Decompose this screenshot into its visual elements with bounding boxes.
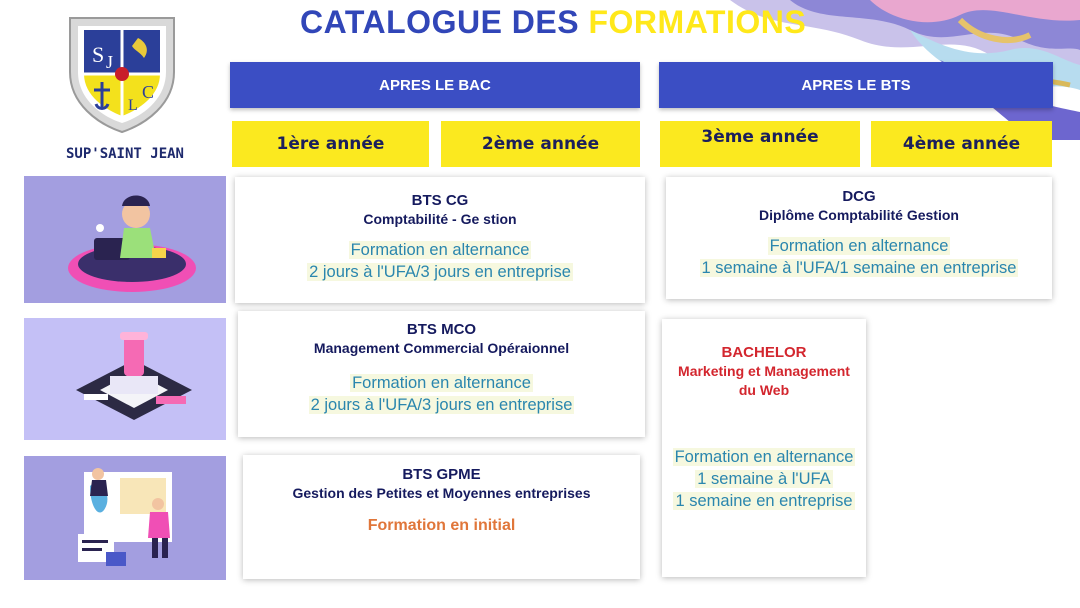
illustration-person-laptop — [24, 176, 226, 303]
card-bts-cg — [235, 177, 645, 303]
card-subtitle: du Web — [738, 382, 790, 398]
card-info-line: 1 semaine en entreprise — [675, 492, 853, 510]
card-dcg — [666, 177, 1052, 299]
header-apres-le-bts: APRES LE BTS — [659, 62, 1053, 108]
illustration-shopping-platform — [24, 318, 226, 440]
card-subtitle: Comptabilité - Ge stion — [363, 211, 517, 227]
year-label-2: 2ème année — [441, 121, 640, 167]
card-title: BTS MCO — [406, 321, 477, 338]
card-bts-gpme — [243, 455, 640, 579]
card-subtitle: Gestion des Petites et Moyennes entreprises — [292, 485, 591, 501]
brand-name: SUP'SAINT JEAN — [65, 146, 184, 162]
illustration-web-design — [24, 456, 226, 580]
card-info-line: 2 jours à l'UFA/3 jours en entreprise — [309, 263, 571, 281]
school-crest-logo — [66, 12, 178, 136]
page-title: CATALOGUE DES FORMATIONS — [300, 4, 807, 40]
card-title: BACHELOR — [721, 344, 807, 361]
year-label-1: 1ère année — [232, 121, 429, 167]
header-apres-le-bac: APRES LE BAC — [230, 62, 640, 108]
card-bts-mco — [238, 311, 645, 437]
card-info-line: Formation en alternance — [352, 374, 531, 392]
logo-letter-l: L — [128, 97, 138, 114]
logo-letter-s: S — [92, 42, 105, 67]
card-info-line: Formation en alternance — [769, 237, 949, 255]
card-info-line: 2 jours à l'UFA/3 jours en entreprise — [310, 396, 573, 414]
card-info-line: 1 semaine à l'UFA — [697, 470, 831, 488]
card-title: DCG — [842, 188, 876, 205]
card-info-line: Formation en initial — [367, 517, 516, 534]
card-title: BTS GPME — [402, 466, 481, 483]
card-subtitle: Management Commercial Opéraionnel — [313, 340, 570, 356]
card-subtitle: Diplôme Comptabilité Gestion — [759, 207, 959, 223]
year-label-4: 4ème année — [871, 121, 1052, 167]
logo-letter-c: C — [142, 82, 155, 102]
card-info-line: Formation en alternance — [674, 448, 854, 466]
year-label-3: 3ème année — [660, 121, 860, 167]
card-info-line: 1 semaine à l'UFA/1 semaine en entreprise — [701, 259, 1017, 277]
card-info-line: Formation en alternance — [350, 241, 530, 259]
card-bachelor — [662, 319, 866, 577]
card-subtitle: Marketing et Management — [678, 363, 850, 379]
logo-letter-j: J — [106, 52, 114, 72]
card-title: BTS CG — [411, 192, 469, 209]
